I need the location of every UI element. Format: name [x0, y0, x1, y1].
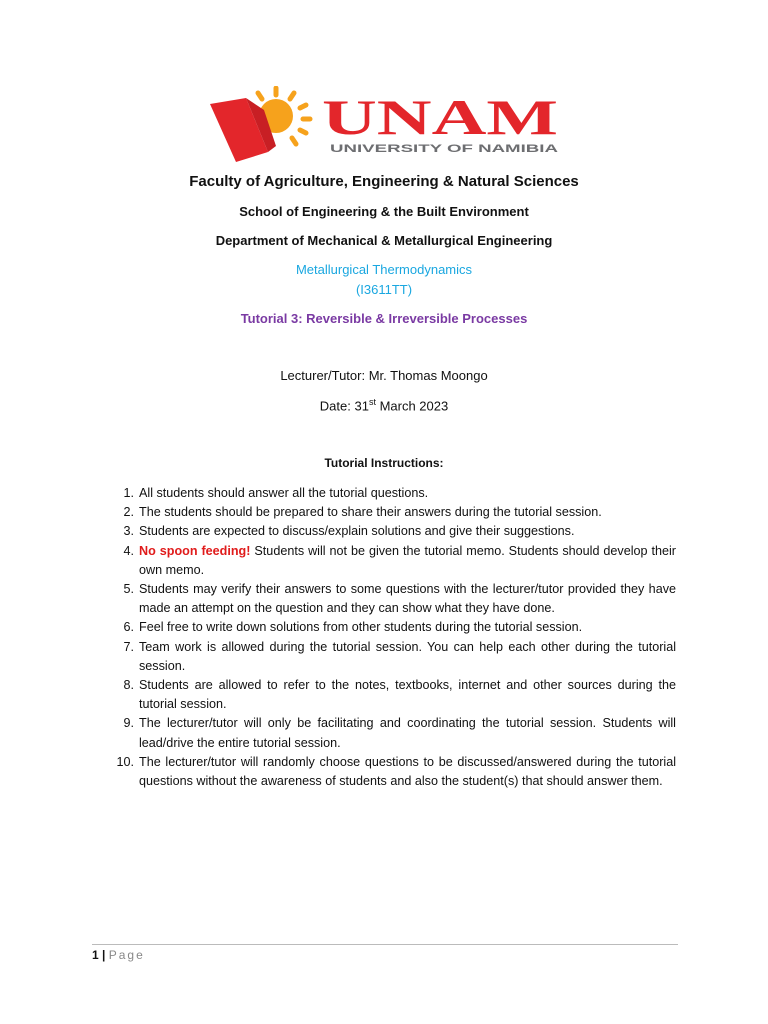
item-number: 7.: [123, 639, 134, 654]
item-text: The lecturer/tutor will only be facilitating and coordinating the tutorial session. Students will lead/drive the entire tutorial session.: [139, 716, 676, 750]
department-heading: Department of Mechanical & Metallurgical Engineering: [215, 233, 553, 248]
item-text: Students may verify their answers to some questions with the lecturer/tutor provided they have made an attempt on the question and they can show what they have done.: [139, 582, 676, 616]
date-line: [0, 397, 768, 413]
list-item: [112, 522, 676, 541]
date-suffix: March 2023: [375, 398, 449, 414]
date-prefix: Date: 31: [319, 398, 369, 414]
list-item: [112, 580, 676, 618]
list-item: [112, 542, 676, 580]
list-item: [112, 503, 676, 522]
item-number: 9.: [123, 716, 134, 731]
list-item: [112, 714, 676, 752]
item-number: 8.: [123, 678, 134, 693]
page-label: Page: [108, 948, 145, 962]
page-footer: [92, 948, 145, 962]
school-heading: School of Engineering & the Built Environment: [239, 204, 529, 219]
item-text: Students are expected to discuss/explain solutions and give their suggestions.: [139, 524, 575, 539]
unam-logo-graphic: [206, 86, 560, 168]
item-text: The students should be prepared to share their answers during the tutorial session.: [139, 505, 602, 520]
course-code: (I3611TT): [355, 282, 413, 297]
list-item: [112, 484, 676, 503]
item-text: All students should answer all the tutorial questions.: [139, 486, 429, 500]
list-item: [112, 676, 676, 714]
unam-logo: [206, 86, 560, 168]
item-text: Students are allowed to refer to the notes, textbooks, internet and other sources during the tutorial session.: [139, 678, 676, 712]
item-number: 3.: [123, 524, 134, 539]
item-number: 2.: [123, 505, 134, 520]
instructions-heading: Tutorial Instructions:: [324, 456, 444, 470]
item-number: 1.: [123, 486, 134, 500]
footer-divider: [92, 944, 678, 945]
page-number: 1: [92, 948, 99, 962]
date-superscript: st: [368, 397, 376, 407]
item-text: Feel free to write down solutions from other students during the tutorial session.: [139, 620, 583, 635]
list-item: [112, 618, 676, 637]
tutorial-title: Tutorial 3: Reversible & Irreversible Processes: [240, 311, 528, 326]
list-item: [112, 753, 676, 791]
lecturer-line: Lecturer/Tutor: Mr. Thomas Moongo: [280, 368, 488, 383]
item-text: The lecturer/tutor will randomly choose questions to be discussed/answered during the tutorial questions without the awareness of students and also the student(s) that should answer them.: [139, 754, 676, 789]
footer-separator: |: [98, 948, 109, 962]
item-text: Team work is allowed during the tutorial session. You can help each other during the tutorial session.: [139, 639, 676, 673]
item-text: Students will not be given the tutorial memo. Students should develop their own memo.: [139, 543, 676, 577]
item-number: 4.: [123, 543, 134, 558]
logo-subtitle: UNIVERSITY OF NAMIBIA: [330, 143, 559, 155]
item-number: 6.: [123, 620, 134, 635]
item-number: 10.: [116, 754, 134, 769]
item-highlight: No spoon feeding!: [139, 543, 251, 558]
instructions-list: [112, 484, 676, 791]
faculty-heading: Faculty of Agriculture, Engineering & Natural Sciences: [189, 173, 579, 190]
item-number: 5.: [123, 582, 134, 597]
logo-wordmark: UNAM: [322, 89, 558, 145]
course-title: Metallurgical Thermodynamics: [295, 262, 473, 277]
list-item: [112, 638, 676, 676]
